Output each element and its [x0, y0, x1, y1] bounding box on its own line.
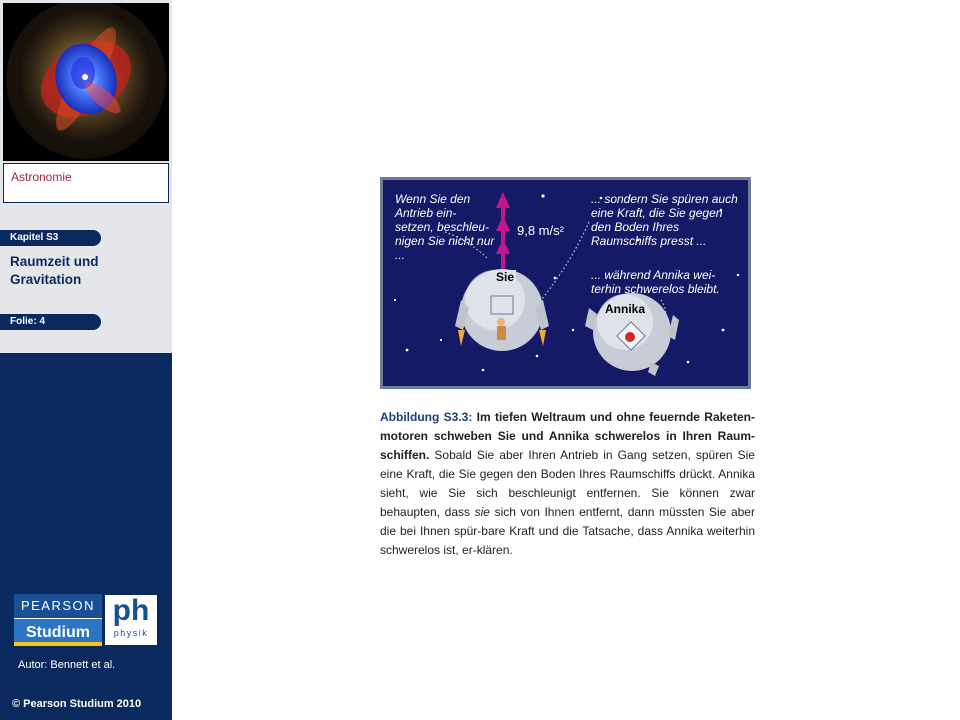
- figure-text-left: Wenn Sie den Antrieb ein-setzen, beschleu-nigen Sie nicht nur ...: [395, 192, 495, 262]
- course-title: Astronomie: [11, 170, 72, 184]
- studium-logo-text: Studium: [14, 619, 102, 646]
- chapter-title: Raumzeit und Gravitation: [10, 254, 99, 287]
- slide-number-label: Folie: 4: [0, 314, 101, 330]
- acceleration-arrows: [496, 192, 510, 272]
- logo-stripe: [14, 642, 102, 646]
- caption-label: Abbildung S3.3:: [380, 410, 473, 424]
- pearson-logo-text: PEARSON: [14, 594, 102, 618]
- ph-physik-logo: [104, 594, 158, 646]
- caption-body-part2: sich von Ihnen entfernt, dann müssten Sie aber die bei Ihnen spür-bare Kraft und die Tatsache, dass Annika weiterhin schwerelos ist, er-klären.: [380, 505, 755, 557]
- caption-body-italic: sie: [474, 505, 490, 519]
- acceleration-label: 9,8 m/s²: [517, 223, 564, 238]
- label-sie: Sie: [496, 270, 515, 284]
- chapter-label: Kapitel S3: [0, 230, 101, 246]
- physik-logo-text: physik: [113, 628, 149, 638]
- caption-bold-text: Im tiefen Weltraum und ohne feuernde Raketen-motoren schweben Sie und Annika schwerelos in Ihren Raum-schiffen.: [380, 410, 755, 462]
- caption-body-part1: Sobald Sie aber Ihren Antrieb in Gang setzen, spüren Sie eine Kraft, die Sie gegen den Boden Ihres Raumschiffs drückt. Annika sieht, wie Sie sich beschleunigt entfernen. Sie können zwar behaupten, dass: [380, 448, 755, 519]
- figure-caption: [380, 408, 755, 560]
- figure-text-right-top: ... sondern Sie spüren auch eine Kraft, die Sie gegen den Boden Ihres Raumschiffs presst ...: [591, 192, 738, 248]
- copyright-notice: © Pearson Studium 2010: [12, 698, 142, 710]
- author-credit: Autor: Bennett et al.: [18, 659, 116, 671]
- spaceship-illustration: [380, 177, 751, 389]
- sidebar: [0, 0, 172, 720]
- ph-logo-text: ph: [112, 594, 150, 627]
- label-annika: Annika: [605, 302, 646, 316]
- pearson-studium-logo: [14, 594, 102, 646]
- figure-text-right-bottom: ... während Annika wei-terhin schwerelos bleibt.: [591, 268, 720, 296]
- cat-eye-nebula-image: [3, 3, 169, 161]
